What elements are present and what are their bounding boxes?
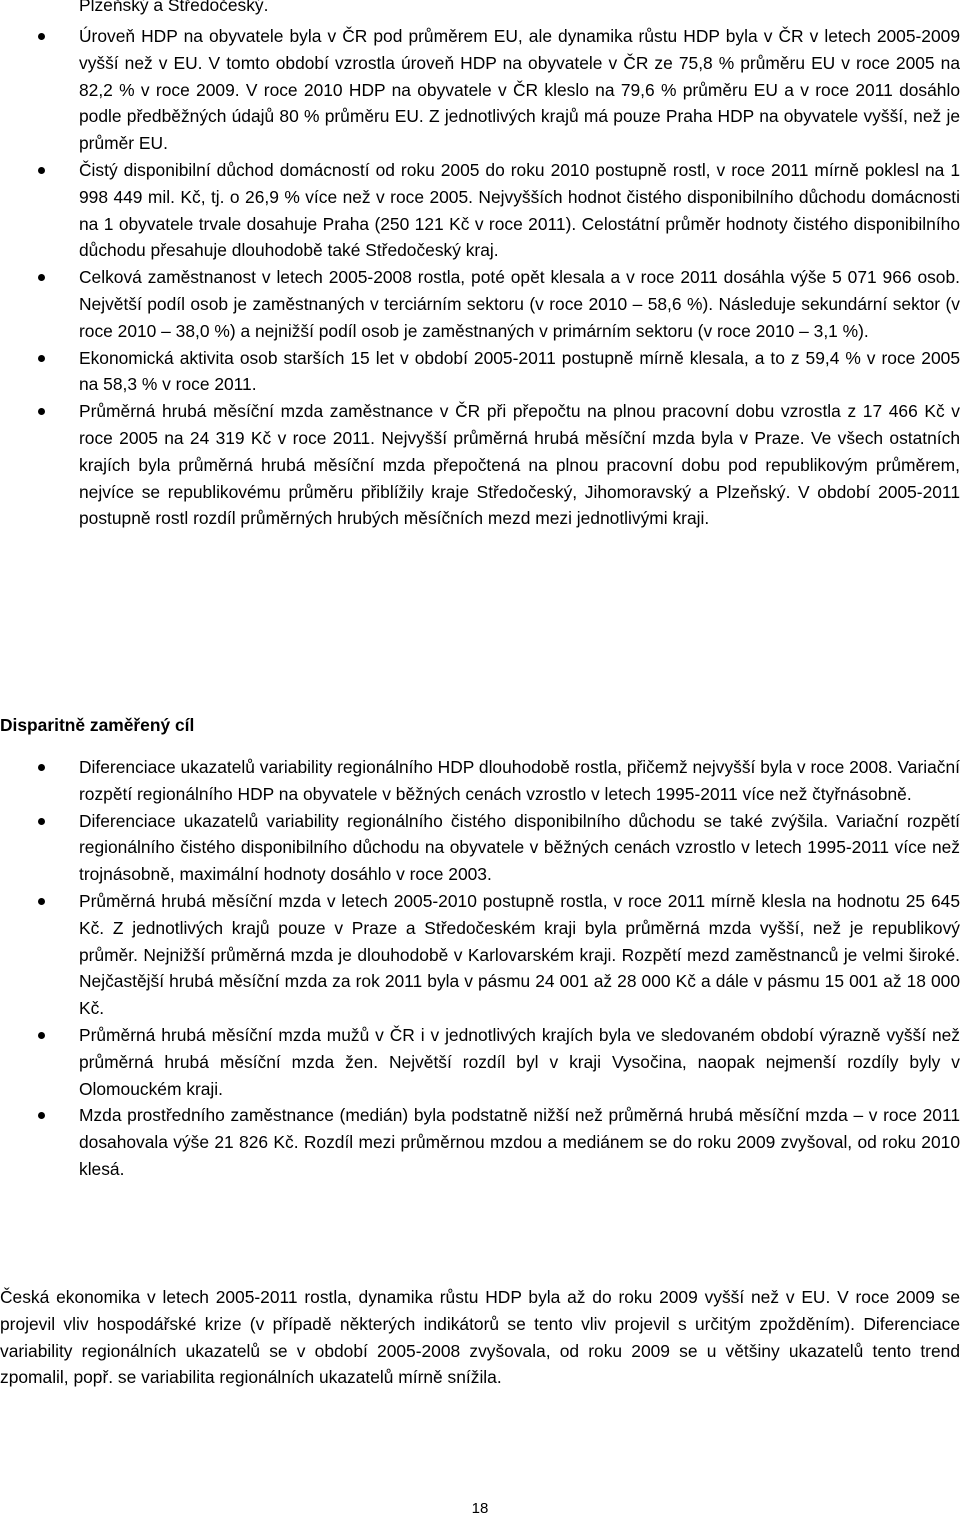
bullet-icon xyxy=(38,1032,45,1039)
bullet-icon xyxy=(38,898,45,905)
list-item-text: Průměrná hrubá měsíční mzda mužů v ČR i v jednotlivých krajích byla ve sledovaném období výrazně vyšší než průměrná hrubá měsíční mzda žen. Největší rozdíl byl v kraji Vysočina, naopak nejmenší rozdíly byly v Olomouckém kraji. xyxy=(79,1024,960,1099)
list-item-text: Čistý disponibilní důchod domácností od roku 2005 do roku 2010 postupně rostl, v roce 2011 mírně poklesl na 1 998 449 mil. Kč, tj. o 26,9 % více než v roce 2005. Nejvyšších hodnot čistého disponibilního důchodu domácnosti na 1 obyvatele trvale dosahuje Praha (250 121 Kč v roce 2011). Celostátní průměr hodnoty čistého disponibilního důchodu přesahuje dlouhodobě také Středočeský kraj. xyxy=(79,159,960,261)
list-item-text: Ekonomická aktivita osob starších 15 let v období 2005-2011 postupně mírně klesala, a to z 59,4 % v roce 2005 na 58,3 % v roce 2011. xyxy=(79,347,960,395)
list-item-text: Úroveň HDP na obyvatele byla v ČR pod průměrem EU, ale dynamika růstu HDP byla v ČR v letech 2005-2009 vyšší než v EU. V tomto období vzrostla úroveň HDP na obyvatele v ČR ze 75,8 % průměru EU v roce 2005 na 82,2 % v roce 2009. V roce 2010 HDP na obyvatele v ČR kleslo na 79,6 % průměru EU a v roce 2011 dosáhlo podle předběžných údajů 80 % průměru EU. Z jednotlivých krajů má pouze Praha HDP na obyvatele vyšší, než je průměr EU. xyxy=(79,26,960,154)
list-item xyxy=(0,23,960,157)
bullet-icon xyxy=(38,274,45,281)
list-item-text: Průměrná hrubá měsíční mzda zaměstnance v ČR při přepočtu na plnou pracovní dobu vzrostla z 17 466 Kč v roce 2005 na 24 319 Kč v roce 2011. Nejvyšší průměrná hrubá měsíční mzda byla v Praze. Ve všech ostatních krajích byla průměrná hrubá měsíční mzda přepočtená na plnou pracovní dobu pod republikovým průměrem, nejvíce se republikovému průměru přiblížily kraje Středočeský, Jihomoravský a Plzeňský. V období 2005-2011 postupně rostl rozdíl průměrných hrubých měsíčních mezd mezi jednotlivými kraji. xyxy=(79,401,960,529)
disparity-findings-list xyxy=(0,754,960,1183)
list-item-text: Celková zaměstnanost v letech 2005-2008 rostla, poté opět klesala a v roce 2011 dosáhla výše 5 071 966 osob. Největší podíl osob je zaměstnaných v terciárním sektoru (v roce 2010 – 58,6 %). Následuje sekundární sektor (v roce 2010 – 38,0 %) a nejnižší podíl osob je zaměstnaných v primárním sektoru (v roce 2010 – 3,1 %). xyxy=(79,267,960,341)
section-heading: Disparitně zaměřený cíl xyxy=(0,715,195,735)
bullet-icon xyxy=(38,1112,45,1119)
page-number: 18 xyxy=(471,1500,489,1517)
economic-findings-list xyxy=(0,23,960,532)
list-item xyxy=(0,888,960,1022)
list-item-text: Diferenciace ukazatelů variability regionálního čistého disponibilního důchodu se také zvýšila. Variační rozpětí regionálního čistého disponibilního důchodu na obyvatele v běžných cenách vzrostlo v letech 1995-2011 více než trojnásobně, maximální hodnoty dosáhlo v roce 2003. xyxy=(79,810,960,885)
list-item-text: Diferenciace ukazatelů variability regionálního HDP dlouhodobě rostla, přičemž nejvyšší byla v roce 2008. Variační rozpětí regionálního HDP na obyvatele v běžných cenách vzrostlo v letech 1995-2011 více než čtyřnásobně. xyxy=(79,757,960,804)
list-item xyxy=(0,754,960,808)
list-item xyxy=(0,1022,960,1102)
bullet-icon xyxy=(38,408,45,415)
bullet-icon xyxy=(38,167,45,174)
summary-paragraph: Česká ekonomika v letech 2005-2011 rostla, dynamika růstu HDP byla až do roku 2009 vyšší než v EU. V roce 2009 se projevil vliv hospodářské krize (v případě některých indikátorů se tento vliv projevil s určitým zpožděním). Diferenciace variability regionálních ukazatelů se v období 2005-2008 zvyšovala, od roku 2009 se u většiny ukazatelů tento trend zpomalil, popř. se variabilita regionálních ukazatelů mírně snížila. xyxy=(0,1287,960,1388)
list-item xyxy=(0,398,960,532)
bullet-icon xyxy=(38,764,45,771)
list-item xyxy=(0,1102,960,1182)
list-item xyxy=(0,157,960,264)
list-item-text: Mzda prostředního zaměstnance (medián) byla podstatně nižší než průměrná hrubá měsíční mzda – v roce 2011 dosahovala výše 21 826 Kč. Rozdíl mezi průměrnou mzdou a mediánem se do roku 2009 zvyšoval, od roku 2010 klesá. xyxy=(79,1105,960,1179)
bullet-icon xyxy=(38,818,45,825)
list-item-text: Průměrná hrubá měsíční mzda v letech 2005-2010 postupně rostla, v roce 2011 mírně klesla na hodnotu 25 645 Kč. Z jednotlivých krajů pouze v Praze a Středočeském kraji byla průměrná mzda vyšší, než je republikový průměr. Nejnižší průměrná mzda je dlouhodobě v Karlovarském kraji. Rozpětí mezd zaměstnanců je velmi široké. Nejčastější hrubá měsíční mzda za rok 2011 byla v pásmu 24 001 až 28 000 Kč a dále v pásmu 15 001 až 18 000 Kč. xyxy=(79,890,960,1019)
list-item xyxy=(0,808,960,888)
bullet-icon xyxy=(38,33,45,40)
list-item xyxy=(0,264,960,344)
bullet-icon xyxy=(38,355,45,362)
list-item xyxy=(0,345,960,399)
continuation-text: Plzeňský a Středočeský. xyxy=(79,0,269,15)
